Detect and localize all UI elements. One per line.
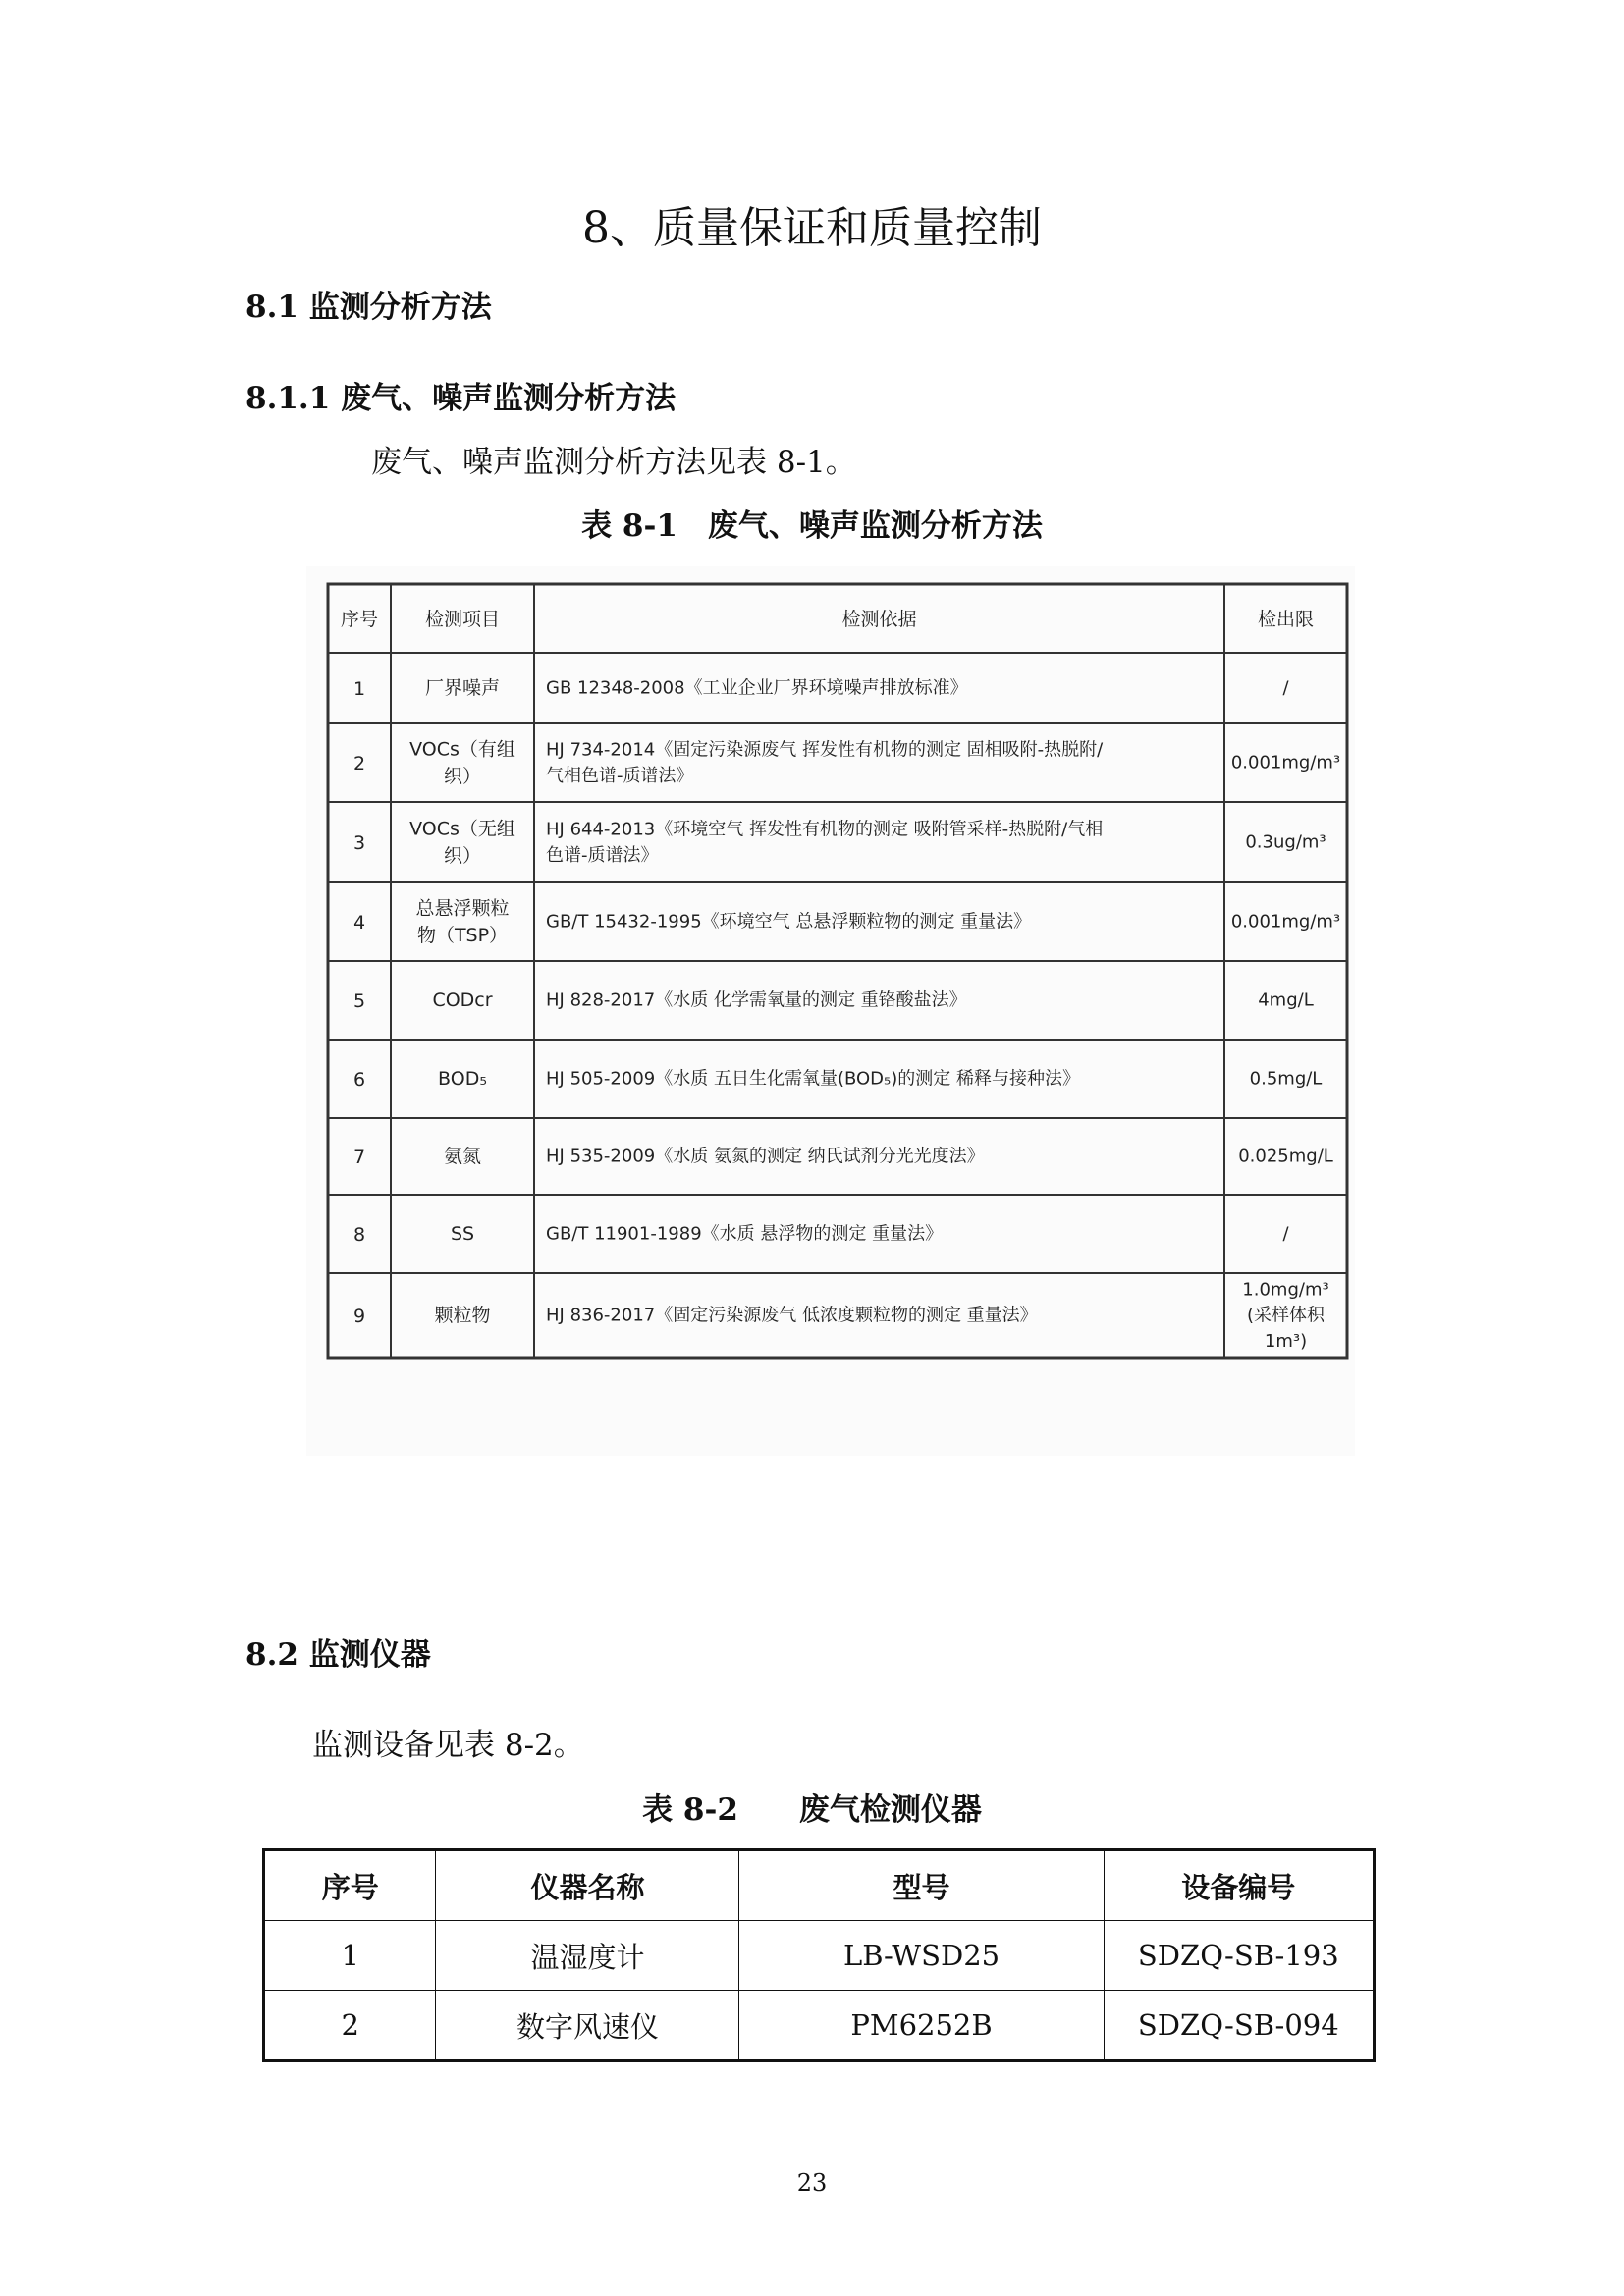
table-cell-text: / [1282,1223,1289,1245]
table-cell-text: 0.001mg/m³ [1230,752,1341,774]
table-cell-text: 物（TSP） [416,924,509,946]
row-number: 1 [352,678,366,700]
table-cell-text: 氨氮 [443,1146,482,1168]
table-cell-text: 气相色谱-质谱法》 [546,765,694,786]
table-row [264,1991,1375,2061]
table-8-1 [306,566,1355,1456]
header-cell: 检测项目 [424,609,501,630]
row-number: 3 [352,832,366,854]
table-cell-text: 色谱-质谱法》 [546,844,659,866]
table-cell: SDZQ-SB-094 [1104,1991,1374,2061]
table-cell-text: 织） [443,844,482,867]
row-number: 9 [352,1306,366,1327]
table-cell: 数字风速仪 [436,1991,739,2061]
row-number: 4 [352,912,366,934]
section-heading-8-2: 8.2 监测仪器 [245,1637,431,1673]
row-number: 7 [352,1147,366,1168]
table-cell-text: 织） [443,765,482,787]
table-cell-text: 1m³) [1264,1330,1308,1352]
table-cell-text: GB 12348-2008《工业企业厂界环境噪声排放标准》 [546,677,968,699]
row-number: 6 [352,1069,366,1091]
table-8-1-scanned-image [306,566,1355,1456]
table-header-row [264,1850,1375,1921]
header-cell: 序号 [340,609,379,630]
table-cell-text: GB/T 11901-1989《水质 悬浮物的测定 重量法》 [546,1223,944,1245]
table-cell-text: HJ 535-2009《水质 氨氮的测定 纳氏试剂分光光度法》 [546,1146,985,1167]
table-cell-text: (采样体积 [1246,1305,1326,1326]
table-cell-text: 0.3ug/m³ [1245,831,1326,853]
table-cell: 1 [264,1921,436,1991]
page-title: 8、质量保证和质量控制 [582,203,1042,253]
table-cell: LB-WSD25 [739,1921,1104,1991]
table-cell-text: SS [450,1223,475,1246]
header-cell: 仪器名称 [436,1850,739,1921]
row-number: 8 [352,1224,366,1246]
table-cell-text: 总悬浮颗粒 [415,897,510,920]
header-cell: 检测依据 [841,609,917,630]
table-8-2 [262,1848,1376,2062]
row-number: 2 [352,753,366,774]
table-cell-text: HJ 644-2013《环境空气 挥发性有机物的测定 吸附管采样-热脱附/气相 [546,819,1104,840]
table-cell: PM6252B [739,1991,1104,2061]
table-cell-text: HJ 734-2014《固定污染源废气 挥发性有机物的测定 固相吸附-热脱附/ [546,739,1104,761]
table-cell-text: BOD₅ [438,1068,487,1091]
table-8-2-caption: 表 8-2 废气检测仪器 [642,1792,982,1828]
table-cell-text: CODcr [432,989,493,1012]
table-cell: 2 [264,1991,436,2061]
table-cell-text: 颗粒物 [434,1305,491,1327]
table-cell: SDZQ-SB-193 [1104,1921,1374,1991]
table-cell-text: 0.025mg/L [1238,1146,1333,1167]
header-cell: 检出限 [1257,609,1315,630]
table-cell-text: 4mg/L [1258,989,1314,1011]
row-number: 5 [352,990,366,1012]
section-heading-8-1: 8.1 监测分析方法 [245,290,492,325]
header-cell: 序号 [264,1850,436,1921]
header-cell: 设备编号 [1104,1850,1374,1921]
table-cell-text: 0.5mg/L [1249,1068,1323,1090]
header-cell: 型号 [739,1850,1104,1921]
table-cell-text: VOCs（无组 [409,818,515,840]
table-cell-text: HJ 828-2017《水质 化学需氧量的测定 重铬酸盐法》 [546,989,967,1011]
table-cell-text: HJ 836-2017《固定污染源废气 低浓度颗粒物的测定 重量法》 [546,1305,1038,1326]
table-cell: 温湿度计 [436,1921,739,1991]
table-cell-text: 厂界噪声 [424,677,501,700]
table-cell-text: HJ 505-2009《水质 五日生化需氧量(BOD₅)的测定 稀释与接种法》 [546,1068,1080,1090]
table-cell-text: GB/T 15432-1995《环境空气 总悬浮颗粒物的测定 重量法》 [546,911,1032,933]
table-8-1-caption: 表 8-1 废气、噪声监测分析方法 [581,508,1043,544]
section-8-1-1-paragraph: 废气、噪声监测分析方法见表 8-1。 [371,445,856,480]
table-cell-text: 0.001mg/m³ [1230,911,1341,933]
table-cell-text: VOCs（有组 [409,738,515,761]
page-number: 23 [796,2169,828,2197]
table-cell-text: 1.0mg/m³ [1242,1279,1329,1301]
section-heading-8-1-1: 8.1.1 废气、噪声监测分析方法 [245,381,677,416]
table-cell-text: / [1282,677,1289,699]
table-row [264,1921,1375,1991]
section-8-2-paragraph: 监测设备见表 8-2。 [312,1728,584,1763]
